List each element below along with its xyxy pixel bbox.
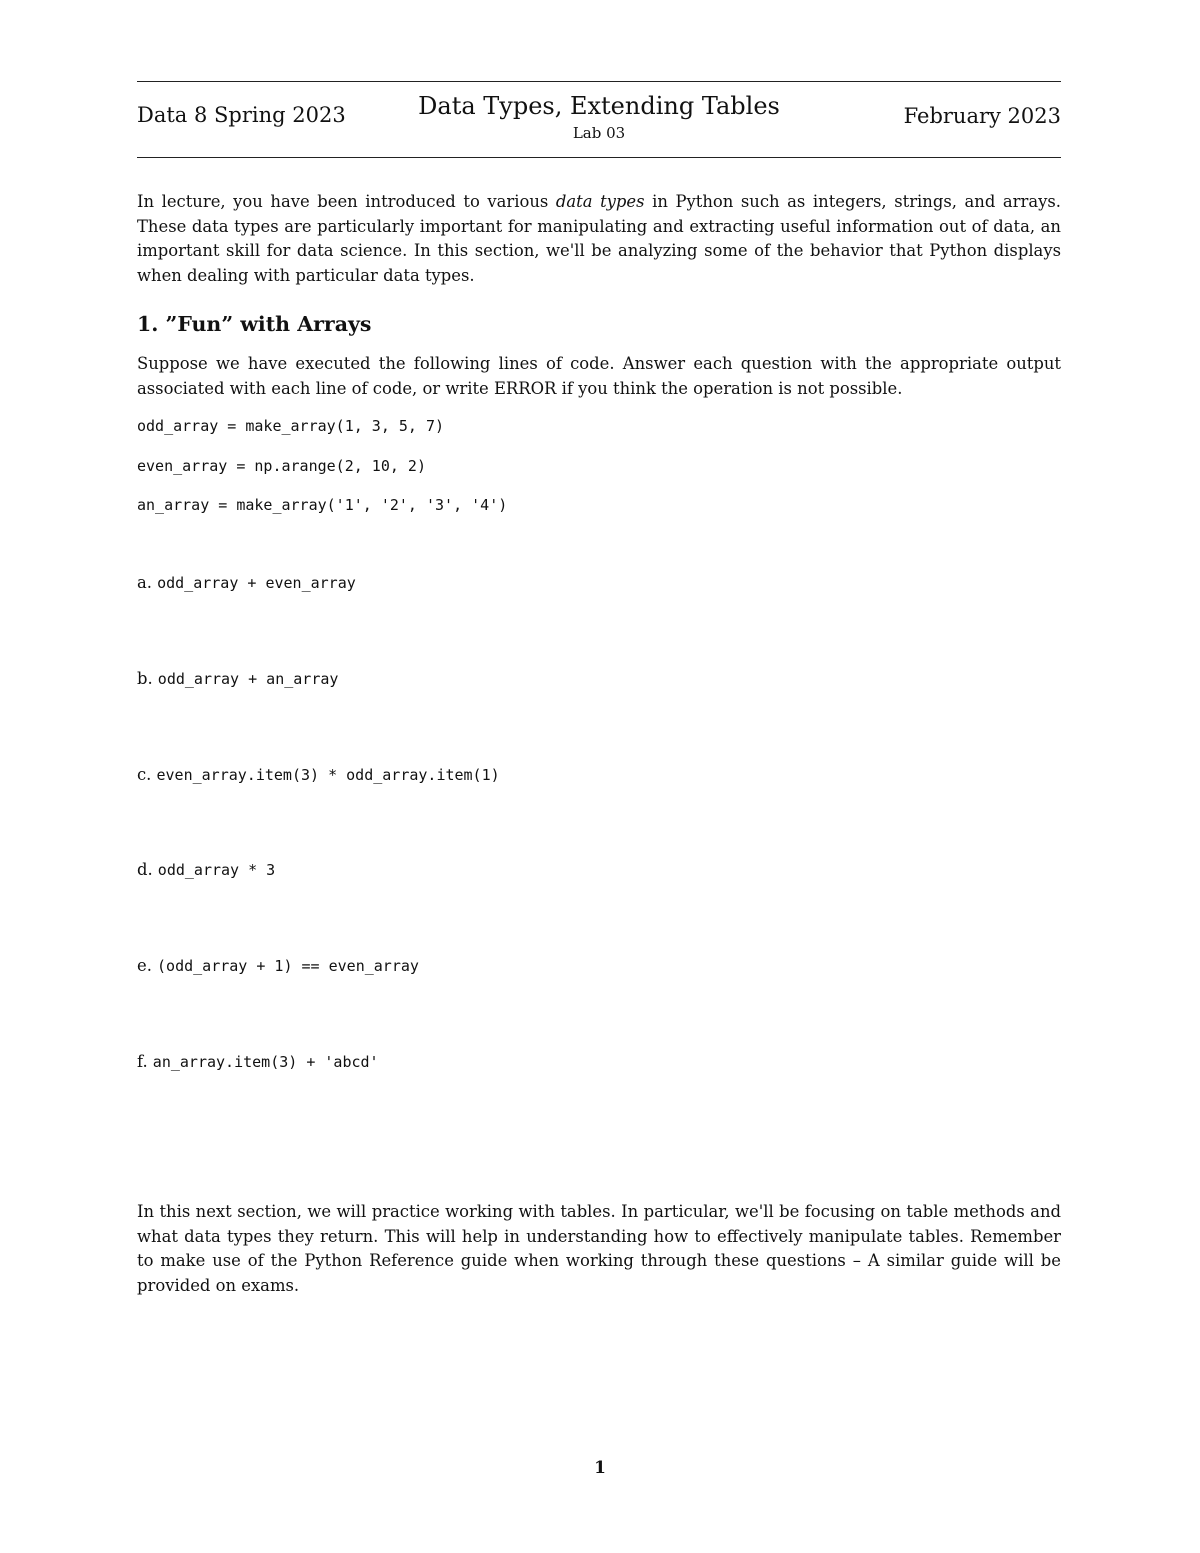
question-code: an_array.item(3) + 'abcd' [152,1053,379,1071]
intro-text-end: in Python such as integers, strings, and arrays. These data types are particularly important for manipulating and extracting useful information out of data, an important skill for data science. In this section, we'll be analyzing some of the behavior that Python displays when dealing with particular data types. [137,192,1061,285]
code-line-even-array: even_array = np.arange(2, 10, 2) [137,457,426,475]
document-date: February 2023 [903,104,1061,128]
header-bottom-rule [137,157,1061,158]
course-name: Data 8 Spring 2023 [137,103,346,127]
question-code: (odd_array + 1) == even_array [157,957,419,975]
outro-paragraph: In this next section, we will practice working with tables. In particular, we'll be focusing on table methods and what data types they return. This will help in understanding how to effectively manipulate tables. Remember to make use of the Python Reference guide when working through these questions – A similar guide will be provided on exams. [137,1202,1061,1295]
question-code: even_array.item(3) * odd_array.item(1) [156,766,500,784]
question-code: odd_array * 3 [157,861,276,879]
code-line-odd-array: odd_array = make_array(1, 3, 5, 7) [137,417,445,435]
question-label: e. [137,956,152,975]
document-title: Data Types, Extending Tables [418,92,780,120]
section-instructions: Suppose we have executed the following lines of code. Answer each question with the appropriate output associated with each line of code, or write ERROR if you think the operation is not possible. [137,354,1061,398]
question-d [137,860,275,879]
question-label: c. [137,765,152,784]
code-line-an-array: an_array = make_array('1', '2', '3', '4') [137,496,508,514]
header-center [360,90,838,144]
question-code: odd_array + an_array [157,670,339,688]
question-c [137,765,500,784]
intro-paragraph [137,190,1061,288]
question-label: d. [137,860,153,879]
page-number: 1 [594,1458,606,1478]
header-top-rule [137,81,1061,82]
question-label: a. [137,573,152,592]
intro-emphasis: data types [555,192,645,211]
question-a [137,573,356,592]
question-label: f. [137,1052,148,1071]
question-f [137,1052,379,1071]
question-e [137,956,419,975]
question-code: odd_array + even_array [157,574,356,592]
document-subtitle: Lab 03 [572,124,626,142]
section-heading: 1. ”Fun” with Arrays [137,312,372,336]
question-b [137,669,338,688]
intro-text-start: In lecture, you have been introduced to various [137,192,556,211]
question-label: b. [137,669,153,688]
